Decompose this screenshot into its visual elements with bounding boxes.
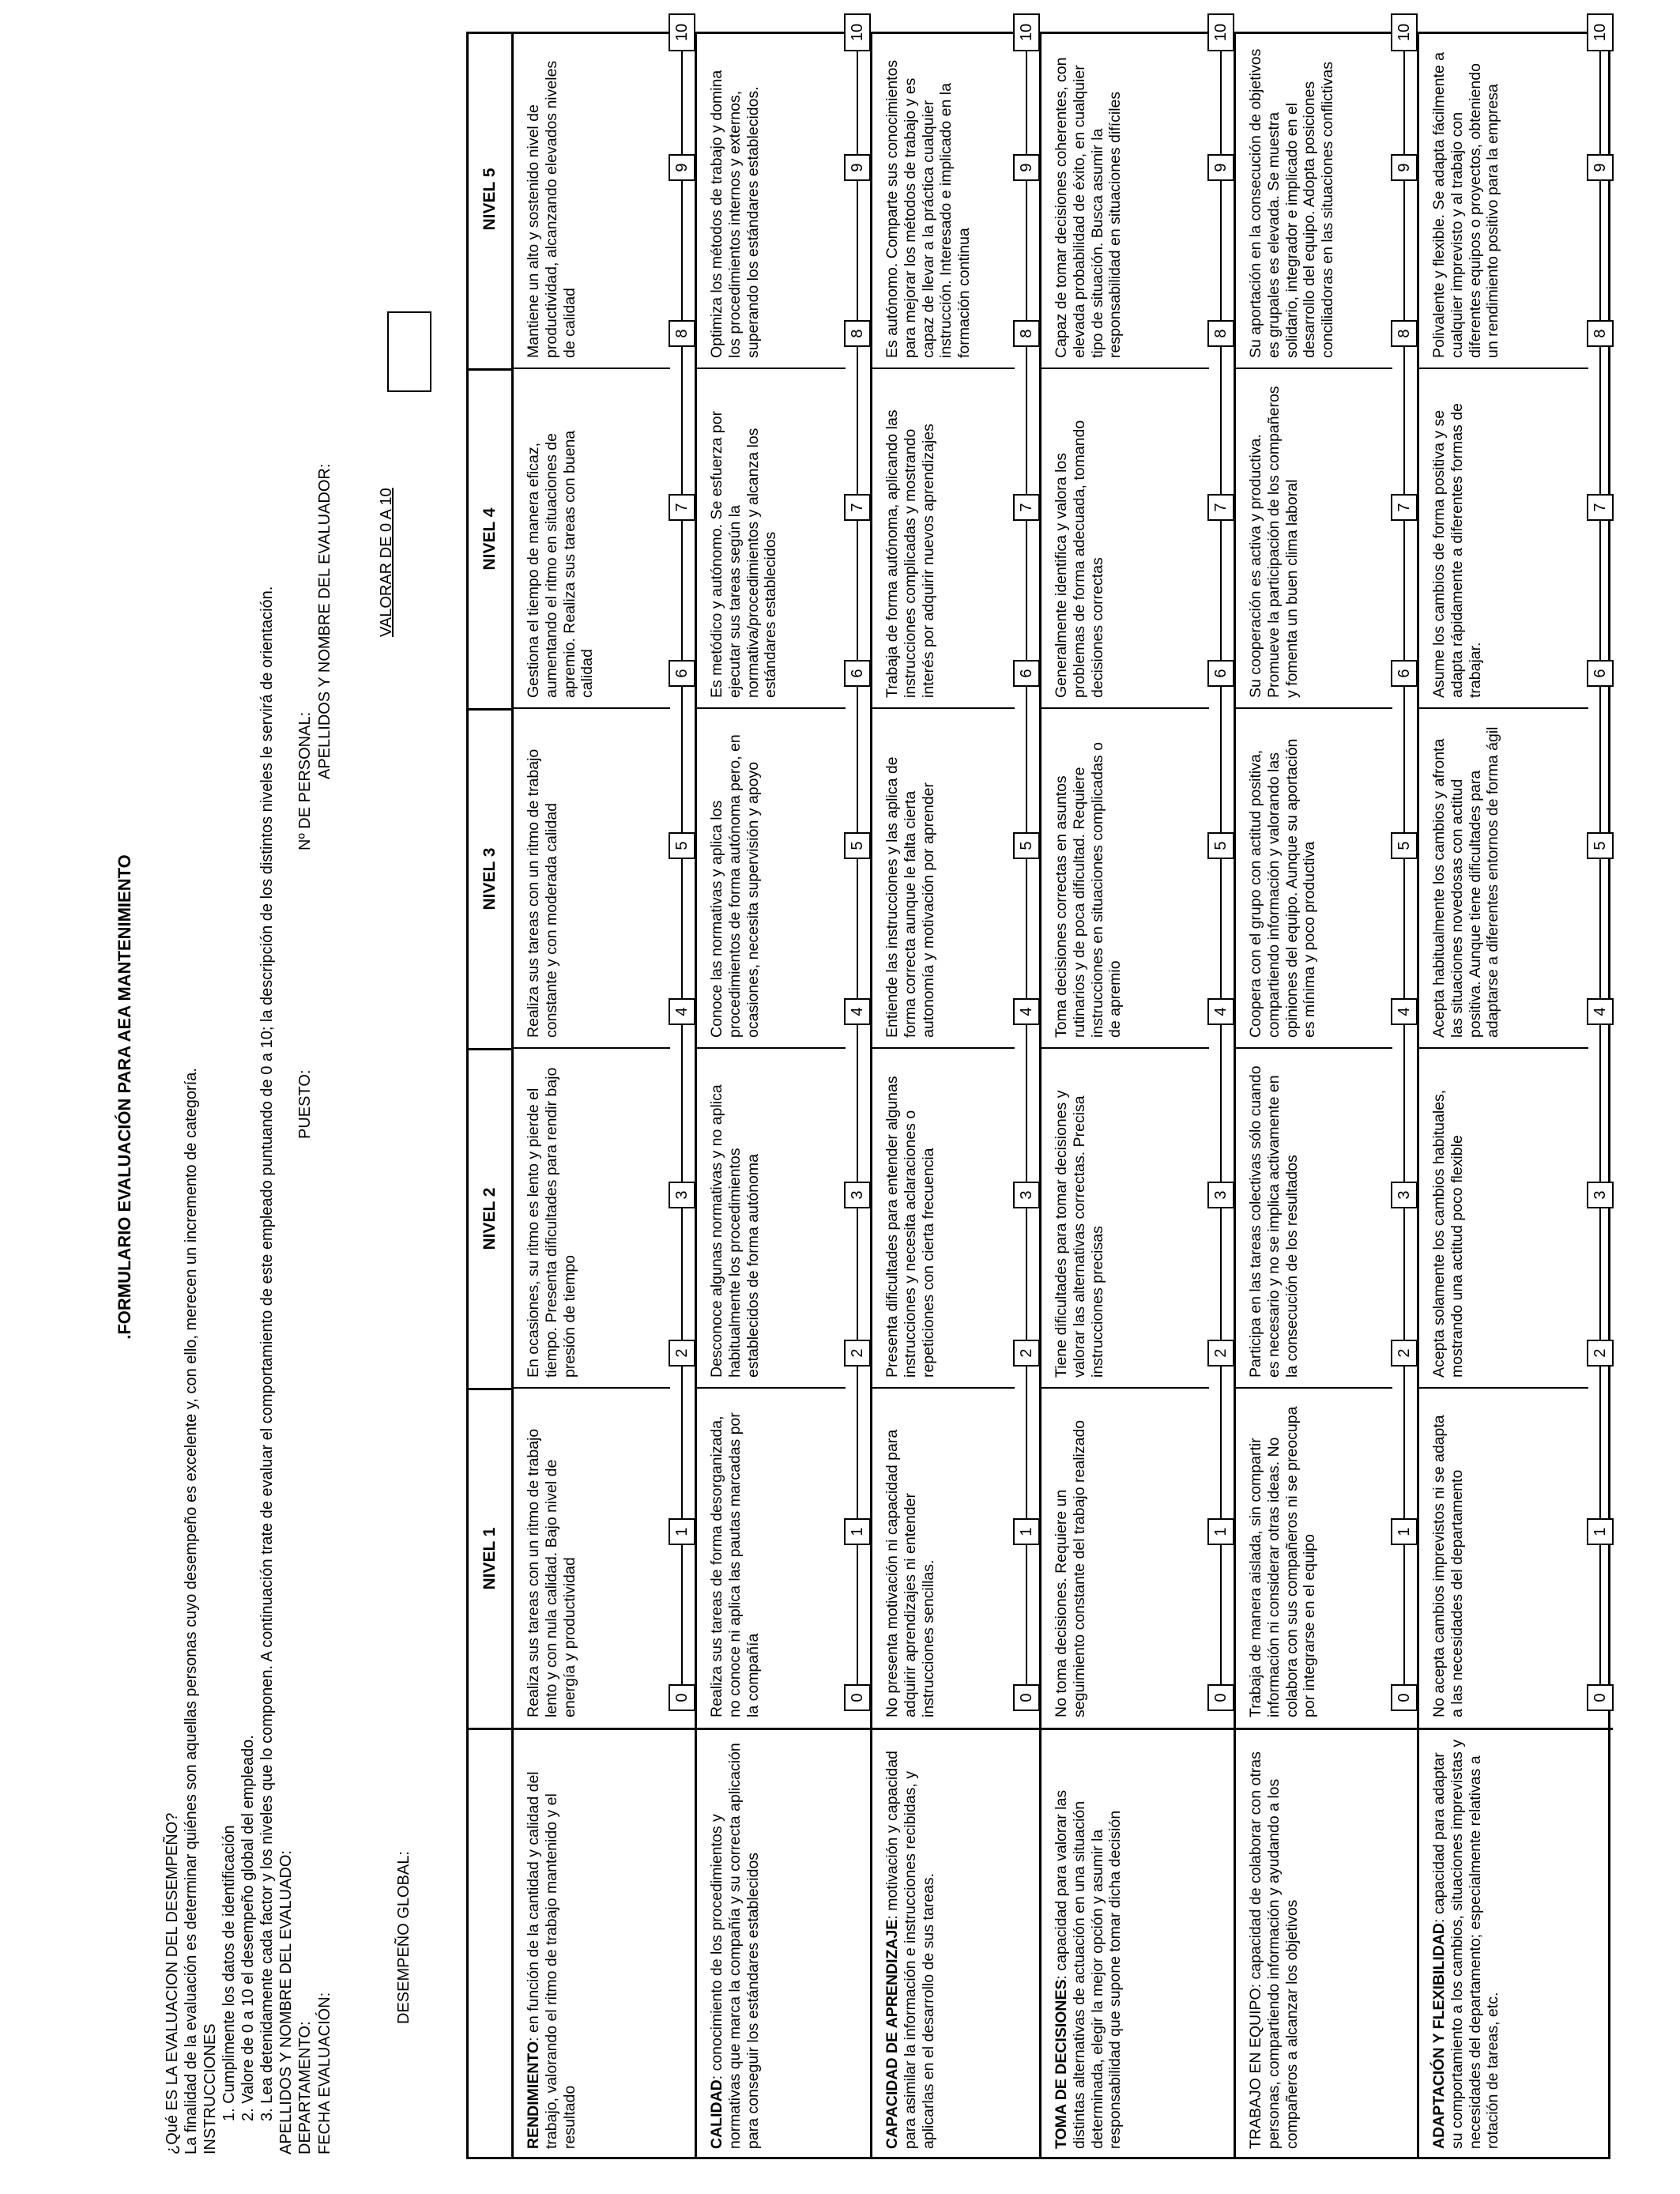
level-1-description: Trabaja de manera aislada, sin compartir información ni considerar otras ideas. No colabora con sus compañeros ni se preocupa por integrarse en el equipo [1247,1406,1319,1717]
level-divider [697,1047,846,1049]
level-divider [1419,368,1588,369]
level-divider [1236,1387,1392,1389]
score-option-6[interactable]: 6 [844,660,871,687]
level-divider [1419,1047,1588,1049]
score-scale-line [1220,38,1222,1698]
criterion-row-rendimiento [511,23,695,2157]
level-5-heading: NIVEL 5 [480,168,499,231]
score-option-4[interactable]: 4 [1207,998,1234,1025]
score-option-8[interactable]: 8 [1013,320,1040,347]
score-scale-line [1026,38,1027,1698]
criterion-description: : motivación y capacidad para asimilar la información e instrucciones recibidas, y aplicarlas en el desarrollo de sus tareas. [883,1751,937,2149]
instruction-3: 3. Lea detenidamente cada factor y los niveles que lo componen. A continuación trate de evaluar el comportamiento de este empleado puntuando de 0 a 10; la descripción de los distintos niveles le servirá de orientación. [258,586,276,2121]
criterion-title: CAPACIDAD DE APRENDIZAJE [883,1919,901,2149]
criterion-cell [1236,1728,1417,2157]
criterion-title: ADAPTACIÓN Y FLEXIBILIDAD [1430,1922,1448,2149]
score-option-5[interactable]: 5 [1013,832,1040,859]
level-3-description: Coopera con el grupo con actitud positiva, compartiendo información y valorando las opiniones del equipo. Aunque su aportación es mínima y poco productiva [1247,738,1319,1038]
level-divider [469,1048,511,1050]
score-option-5[interactable]: 5 [1587,832,1614,859]
puesto-label: PUESTO: [296,1069,314,1139]
score-option-3[interactable]: 3 [1391,1182,1418,1208]
level-4-description: Es metódico y autónomo. Se esfuerza por ejecutar sus tareas según la normativa/procedimientos y alcanza los estándares establecidos [708,410,780,698]
level-2-description: Acepta solamente los cambios habituales, mostrando una actitud poco flexible [1430,1089,1466,1378]
level-divider [1419,1387,1588,1389]
score-scale-line [1403,38,1405,1698]
evaluation-table [466,23,1610,2159]
criterion-description: TRABAJO EN EQUIPO: capacidad de colaborar con otras personas, compartiendo información y ayudando a los compañeros a alcanzar los objetivos [1247,1751,1301,2149]
level-divider [872,1047,1015,1049]
score-option-0[interactable]: 0 [1587,1684,1614,1711]
score-option-0[interactable]: 0 [1207,1684,1234,1711]
score-option-6[interactable]: 6 [669,660,695,687]
level-5-description: Su aportación en la consecución de objetivos es grupales es elevada. Se muestra solidario, integrador e implicado en el desarrollo del equipo. Adopta posiciones conciliadoras en las situaciones conflictivas [1247,48,1337,358]
score-option-6[interactable]: 6 [1207,660,1234,687]
personal-number-label: Nº DE PERSONAL: [296,711,314,850]
score-option-10[interactable]: 10 [844,13,871,51]
score-option-2[interactable]: 2 [844,1340,871,1367]
criterion-cell [1042,1728,1234,2157]
level-3-description: Toma decisiones correctas en asuntos rutinarios y de poca dificultad. Requiere instrucciones en situaciones complicadas o de apremio [1053,742,1124,1038]
level-4-heading: NIVEL 4 [480,507,499,571]
score-option-4[interactable]: 4 [1587,998,1614,1025]
level-divider [514,1387,670,1389]
score-option-10[interactable]: 10 [1207,13,1234,51]
global-performance-hint: VALORAR DE 0 A 10 [378,488,395,637]
level-5-description: Polivalente y flexible. Se adapta fácilmente a cualquier imprevisto y al trabajo con diferentes equipos o proyectos, obteniendo un rendimiento positivo para la empresa [1430,52,1502,358]
global-performance-label: DESEMPEÑO GLOBAL: [395,1851,412,2024]
score-option-10[interactable]: 10 [1587,13,1614,51]
level-3-heading: NIVEL 3 [480,847,499,910]
score-scale-line [857,38,858,1698]
criterion-description: : conocimiento de los procedimientos y normativas que marca la compañía y su correcta aplicación para conseguir los estándares establecidos [708,1743,762,2149]
score-option-0[interactable]: 0 [1391,1684,1418,1711]
score-option-5[interactable]: 5 [844,832,871,859]
criterion-row-adaptacion [1417,23,1613,2157]
criterion-cell [514,1728,695,2157]
level-3-description: Entiende las instrucciones y las aplica de forma correcta aunque le falta cierta autonomía y motivación por aprender [883,756,937,1038]
instruction-2: 2. Valore de 0 a 10 el desempeño global del empleado. [239,1735,257,2121]
score-scale-line [1599,38,1601,1698]
score-scale-line [681,38,683,1698]
score-option-7[interactable]: 7 [1391,494,1418,521]
score-option-9[interactable]: 9 [1587,154,1614,181]
level-1-description: No toma decisiones. Requiere un seguimiento constante del trabajo realizado [1053,1419,1088,1717]
level-divider [1042,1387,1209,1389]
score-option-3[interactable]: 3 [844,1182,871,1208]
criterion-cell [1419,1728,1613,2157]
level-divider [469,1388,511,1390]
score-option-10[interactable]: 10 [669,13,695,51]
level-divider [514,707,670,709]
form-title: .FORMULARIO EVALUACIÓN PARA AEA MANTENIMIENTO [115,854,134,1340]
score-option-3[interactable]: 3 [1207,1182,1234,1208]
score-option-7[interactable]: 7 [1587,494,1614,521]
level-5-description: Optimiza los métodos de trabajo y domina los procedimientos internos y externos, superando los estándares establecidos. [708,70,762,358]
score-option-7[interactable]: 7 [844,494,871,521]
criterion-description: : en función de la cantidad y calidad del trabajo, valorando el ritmo de trabajo mantenido y el resultado [525,1771,578,2149]
level-2-description: Participa en las tareas colectivas sólo cuando es necesario y no se implica activamente en la consecución de los resultados [1247,1065,1301,1378]
level-2-description: Desconoce algunas normativas y no aplica habitualmente los procedimientos establecidos de forma autónoma [708,1084,762,1378]
score-option-2[interactable]: 2 [1587,1340,1614,1367]
score-option-1[interactable]: 1 [1587,1518,1614,1545]
level-5-description: Capaz de tomar decisiones coherentes, con elevada probabilidad de éxito, en cualquier tipo de situación. Busca asumir la responsabilidad en situaciones difíciles [1053,57,1124,358]
score-option-8[interactable]: 8 [1587,320,1614,347]
score-option-6[interactable]: 6 [1013,660,1040,687]
level-divider [1042,368,1209,369]
level-4-description: Trabaja de forma autónoma, aplicando las instrucciones complicadas y mostrando interés por adquirir nuevos aprendizajes [883,409,937,698]
score-option-7[interactable]: 7 [669,494,695,521]
criterion-title: CALIDAD [708,2079,725,2149]
score-option-1[interactable]: 1 [1207,1518,1234,1545]
criterion-title: TOMA DE DECISIONES [1053,1979,1070,2149]
score-option-7[interactable]: 7 [1207,494,1234,521]
level-divider [697,707,846,709]
level-divider [872,707,1015,709]
score-option-2[interactable]: 2 [1391,1340,1418,1367]
instructions-label: INSTRUCCIONES [202,2023,219,2154]
criterion-cell [697,1728,870,2157]
level-divider [697,1387,846,1389]
evaluado-name-label: APELLIDOS Y NOMBRE DEL EVALUADO: [277,1850,295,2154]
score-option-10[interactable]: 10 [1013,13,1040,51]
level-divider [1419,707,1588,709]
level-divider [514,1047,670,1049]
level-1-description: Realiza sus tareas con un ritmo de trabajo lento y con nula calidad. Bajo nivel de energía y productividad [525,1428,578,1717]
score-option-0[interactable]: 0 [844,1684,871,1711]
criterion-title: RENDIMIENTO [525,2041,542,2149]
level-divider [1236,1047,1392,1049]
level-2-description: Tiene dificultades para tomar decisiones y valorar las alternativas correctas. Precisa instrucciones precisas [1053,1090,1106,1378]
evaluador-name-label: APELLIDOS Y NOMBRE DEL EVALUADOR: [316,463,333,779]
score-option-4[interactable]: 4 [844,998,871,1025]
score-option-6[interactable]: 6 [1391,660,1418,687]
criterion-row-equipo [1234,23,1417,2157]
score-option-8[interactable]: 8 [669,320,695,347]
level-header-row [469,34,511,2157]
level-divider [697,368,846,369]
department-label: DEPARTAMENTO: [296,2021,314,2154]
criterion-row-calidad [695,23,870,2157]
purpose-line: La finalidad de la evaluación es determinar quiénes son aquellas personas cuyo desempeño es excelente y, con ello, merecen un incremento de categoría. [183,1068,200,2154]
level-3-description: Realiza sus tareas con un ritmo de trabajo constante y con moderada calidad [525,748,560,1038]
question-line: ¿Qué ES LA EVALUACION DEL DESEMPEÑO? [164,1812,181,2154]
score-option-3[interactable]: 3 [669,1182,695,1208]
score-option-4[interactable]: 4 [1391,998,1418,1025]
score-option-0[interactable]: 0 [1013,1684,1040,1711]
score-option-1[interactable]: 1 [844,1518,871,1545]
score-option-1[interactable]: 1 [1013,1518,1040,1545]
form-header [0,0,466,2194]
score-option-5[interactable]: 5 [1207,832,1234,859]
criterion-row-decisiones [1039,23,1234,2157]
score-option-2[interactable]: 2 [669,1340,695,1367]
level-5-description: Mantiene un alto y sostenido nivel de productividad, alcanzando elevados niveles de calidad [525,60,578,358]
score-option-3[interactable]: 3 [1587,1182,1614,1208]
evaluation-date-label: FECHA EVALUACIÓN: [316,1992,333,2154]
level-1-description: Realiza sus tareas de forma desorganizada, no conoce ni aplica las pautas marcadas por la compañía [708,1412,762,1717]
level-divider [1236,707,1392,709]
level-3-description: Acepta habitualmente los cambios y afronta las situaciones novedosas con actitud positiva. Aunque tiene dificultades para adaptarse a diferentes entornos de forma ágil [1430,726,1502,1038]
level-2-heading: NIVEL 2 [480,1187,499,1250]
criterion-cell [872,1728,1039,2157]
score-option-9[interactable]: 9 [1207,154,1234,181]
score-option-8[interactable]: 8 [844,320,871,347]
level-divider [872,368,1015,369]
score-option-5[interactable]: 5 [1391,832,1418,859]
level-divider [1236,368,1392,369]
score-option-0[interactable]: 0 [669,1684,695,1711]
score-option-4[interactable]: 4 [1013,998,1040,1025]
global-score-field[interactable] [387,311,431,392]
level-1-description: No acepta cambios imprevistos ni se adapta a las necesidades del departamento [1430,1415,1466,1717]
score-option-4[interactable]: 4 [669,998,695,1025]
criterion-row-aprendizaje [870,23,1039,2157]
score-option-8[interactable]: 8 [1207,320,1234,347]
score-option-10[interactable]: 10 [1391,13,1418,51]
score-option-7[interactable]: 7 [1013,494,1040,521]
level-1-description: No presenta motivación ni capacidad para adquirir aprendizajes ni entender instrucciones sencillas. [883,1429,937,1717]
score-option-8[interactable]: 8 [1391,320,1418,347]
level-4-description: Gestiona el tiempo de manera eficaz, aumentando el ritmo en situaciones de apremio. Realiza sus tareas con buena calidad [525,430,597,698]
level-divider [514,368,670,369]
level-divider [1042,707,1209,709]
criterion-description: : capacidad para valorar las distintas alternativas de actuación en una situación determinada, elegir la mejor opción y asumir la responsabilidad que supone tomar dicha decisión [1053,1789,1124,2149]
score-option-3[interactable]: 3 [1013,1182,1040,1208]
level-4-description: Asume los cambios de forma positiva y se adapta rápidamente a diferentes formas de trabajar. [1430,403,1484,698]
level-divider [469,708,511,711]
score-option-2[interactable]: 2 [1013,1340,1040,1367]
level-divider [872,1387,1015,1389]
level-4-description: Generalmente identifica y valora los problemas de forma adecuada, tomando decisiones correctas [1053,420,1106,698]
score-option-9[interactable]: 9 [1013,154,1040,181]
score-option-6[interactable]: 6 [1587,660,1614,687]
score-option-2[interactable]: 2 [1207,1340,1234,1367]
level-4-description: Su cooperación es activa y productiva. Promueve la participación de los compañeros y fomenta un buen clima laboral [1247,386,1301,698]
score-option-5[interactable]: 5 [669,832,695,859]
level-2-description: En ocasiones, su ritmo es lento y pierde el tiempo. Presenta dificultades para rendir bajo presión de tiempo [525,1067,578,1378]
level-1-heading: NIVEL 1 [480,1527,499,1590]
instruction-1: 1. Cumplimente los datos de identificación [220,1825,238,2121]
level-divider [1042,1047,1209,1049]
score-option-1[interactable]: 1 [669,1518,695,1545]
score-option-1[interactable]: 1 [1391,1518,1418,1545]
level-2-description: Presenta dificultades para entender algunas instrucciones y necesita aclaraciones o repeticiones con cierta frecuencia [883,1076,937,1378]
level-5-description: Es autónomo. Comparte sus conocimientos para mejorar los métodos de trabajo y es capaz de llevar a la práctica cualquier instrucción. Interesado e implicado en la formación continua [883,59,974,358]
criterion-description: : capacidad para adaptar su comportamiento a los cambios, situaciones imprevistas y necesidades del departamento; especialmente relativas a rotación de tareas, etc. [1430,1739,1502,2149]
level-3-description: Conoce las normativas y aplica los procedimientos de forma autónoma pero, en ocasiones, necesita supervisión y apoyo [708,734,762,1038]
score-option-9[interactable]: 9 [844,154,871,181]
level-divider [469,368,511,371]
score-option-9[interactable]: 9 [1391,154,1418,181]
score-option-9[interactable]: 9 [669,154,695,181]
